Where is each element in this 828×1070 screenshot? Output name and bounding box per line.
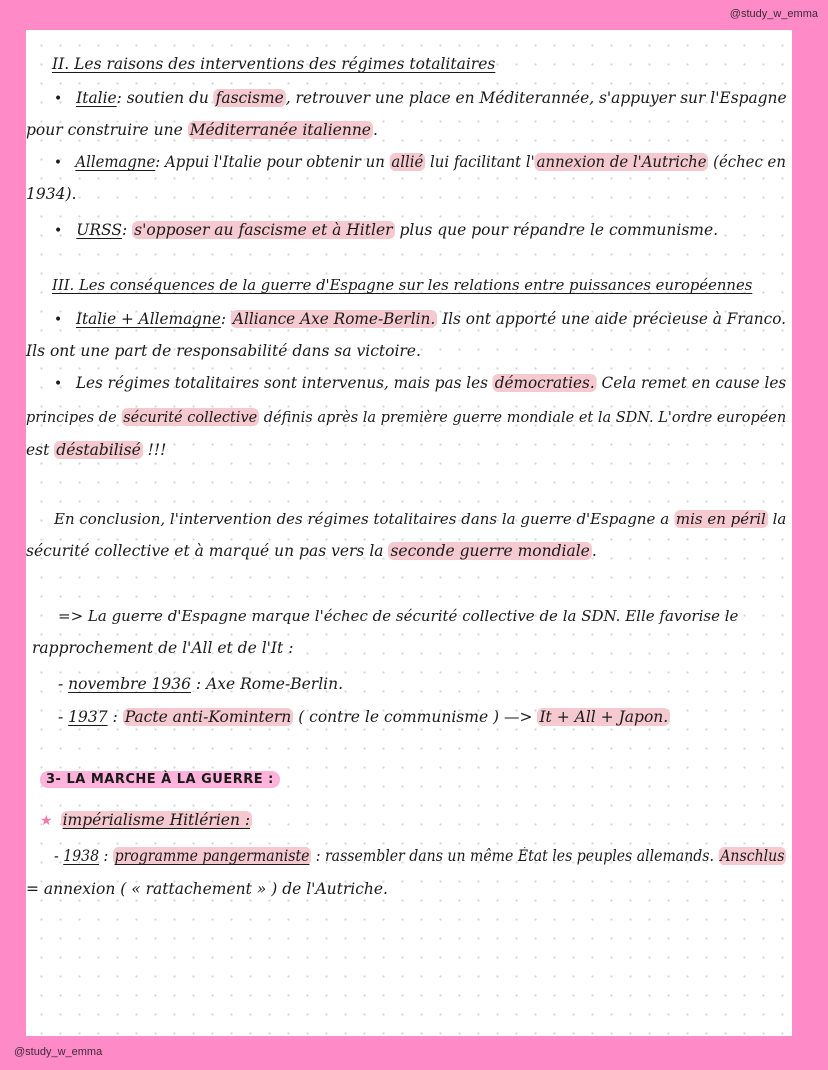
text-span: . (591, 542, 597, 560)
bullet-dot-icon: • (54, 155, 62, 171)
text-span: définis après la première guerre mondiale et la SDN. L'ordre européen (259, 408, 787, 426)
highlight-securite: sécurité collective (123, 408, 258, 426)
watermark-bottom: @study_w_emma (14, 1046, 103, 1058)
text-span: Cela remet en cause les (596, 374, 787, 392)
section-3-title: III. Les conséquences de la guerre d'Espagne sur les relations entre puissances européennes (52, 277, 753, 294)
star-icon: ★ (40, 813, 53, 829)
text-span: plus que pour répandre le communisme. (394, 221, 719, 239)
highlight-pacte: Pacte anti-Komintern (124, 708, 292, 726)
italie-allemagne-label: Italie + Allemagne (75, 310, 221, 328)
highlight-it-all-japon: It + All + Japon. (539, 708, 669, 726)
text-span: : (99, 847, 113, 865)
text-span: principes de (26, 408, 122, 426)
highlight-fascisme: fascisme (215, 89, 284, 107)
italie-label: Italie (76, 89, 117, 107)
text-span: : Appui l'Italie pour obtenir un (155, 153, 390, 171)
bullet-dot-icon: • (54, 91, 63, 107)
section-2-title: II. Les raisons des interventions des régimes totalitaires (52, 55, 496, 73)
urss-label: URSS (76, 221, 122, 239)
italie-line-2 (26, 121, 378, 139)
summary-item-1936 (58, 675, 343, 693)
text-span: : soutien du (116, 89, 214, 107)
text-span: !!! (142, 441, 167, 459)
highlight-annexion: annexion de l'Autriche (536, 153, 707, 171)
text-span: Ils ont apporté une aide précieuse à Franco. (437, 310, 786, 328)
part-3-subtitle (40, 811, 252, 829)
watermark-top: @study_w_emma (729, 8, 818, 20)
highlight-seconde-guerre: seconde guerre mondiale (390, 542, 590, 560)
conclusion-line-2 (26, 542, 597, 560)
summary-line-2: rapprochement de l'All et de l'It : (32, 639, 294, 657)
highlight-mis-en-peril: mis en péril (675, 510, 766, 528)
date-1937: 1937 (68, 708, 108, 726)
text-span: (échec en (708, 153, 786, 171)
summary-item-1937 (58, 708, 670, 726)
highlight-urss: s'opposer au fascisme et à Hitler (134, 221, 393, 239)
highlight-anschlus: Anschlus (720, 847, 785, 865)
part-3-item-1938 (54, 847, 786, 865)
bullet-italie (54, 89, 787, 107)
bullet-italie-allemagne (54, 310, 786, 328)
allemagne-line-2: 1934). (26, 185, 77, 203)
bullet-allemagne (54, 153, 786, 171)
italie-allemagne-line-2: Ils ont une part de responsabilité dans sa victoire. (26, 342, 421, 360)
text-span: sécurité collective et à marqué un pas vers la (26, 542, 389, 560)
highlight-mediterranee: Méditerranée italienne (189, 121, 371, 139)
date-1936: novembre 1936 (68, 675, 191, 693)
imperialisme-label: impérialisme Hitlérien : (62, 811, 251, 829)
text-span: est (26, 441, 55, 459)
text-span: , retrouver une place en Méditerannée, s'appuyer sur l'Espagne (285, 89, 787, 107)
regimes-line-2 (26, 408, 786, 426)
text-span: la (767, 510, 787, 528)
summary-line-1: => La guerre d'Espagne marque l'échec de sécurité collective de la SDN. Elle favorise le (58, 607, 739, 625)
highlight-democraties: démocraties. (494, 374, 595, 392)
highlight-destabilise: déstabilisé (56, 441, 141, 459)
part-3-title: 3- LA MARCHE À LA GUERRE : (40, 771, 280, 788)
text-span: En conclusion, l'intervention des régimes totalitaires dans la guerre d'Espagne a (54, 510, 674, 528)
date-1938: 1938 (63, 847, 100, 865)
bullet-regimes (54, 374, 786, 392)
text-span: : (121, 221, 133, 239)
text-span: : Axe Rome-Berlin. (191, 675, 344, 693)
text-span: - (54, 847, 64, 865)
text-span: ( contre le communisme ) —> (293, 708, 538, 726)
text-span: : (220, 310, 231, 328)
text-span: - (58, 708, 69, 726)
bullet-dot-icon: • (54, 312, 63, 328)
allemagne-label: Allemagne (75, 153, 156, 171)
text-span: : rassembler dans un même État les peuples allemands. (311, 847, 719, 865)
text-span: . (372, 121, 378, 139)
bullet-dot-icon: • (54, 223, 63, 239)
regimes-line-3 (26, 441, 166, 459)
text-span: pour construire une (26, 121, 188, 139)
text-span: lui facilitant l' (425, 153, 535, 171)
bullet-urss (54, 221, 718, 239)
part-3-item-line-2: = annexion ( « rattachement » ) de l'Autriche. (26, 880, 388, 898)
highlight-allie: allié (391, 153, 424, 171)
highlight-axe: Alliance Axe Rome-Berlin. (232, 310, 436, 328)
highlight-pangermaniste: programme pangermaniste (114, 847, 310, 865)
conclusion-line-1 (54, 510, 786, 528)
text-span: Les régimes totalitaires sont intervenus, mais pas les (75, 374, 493, 392)
text-span: : (107, 708, 123, 726)
text-span: - (58, 675, 69, 693)
bullet-dot-icon: • (54, 376, 63, 392)
